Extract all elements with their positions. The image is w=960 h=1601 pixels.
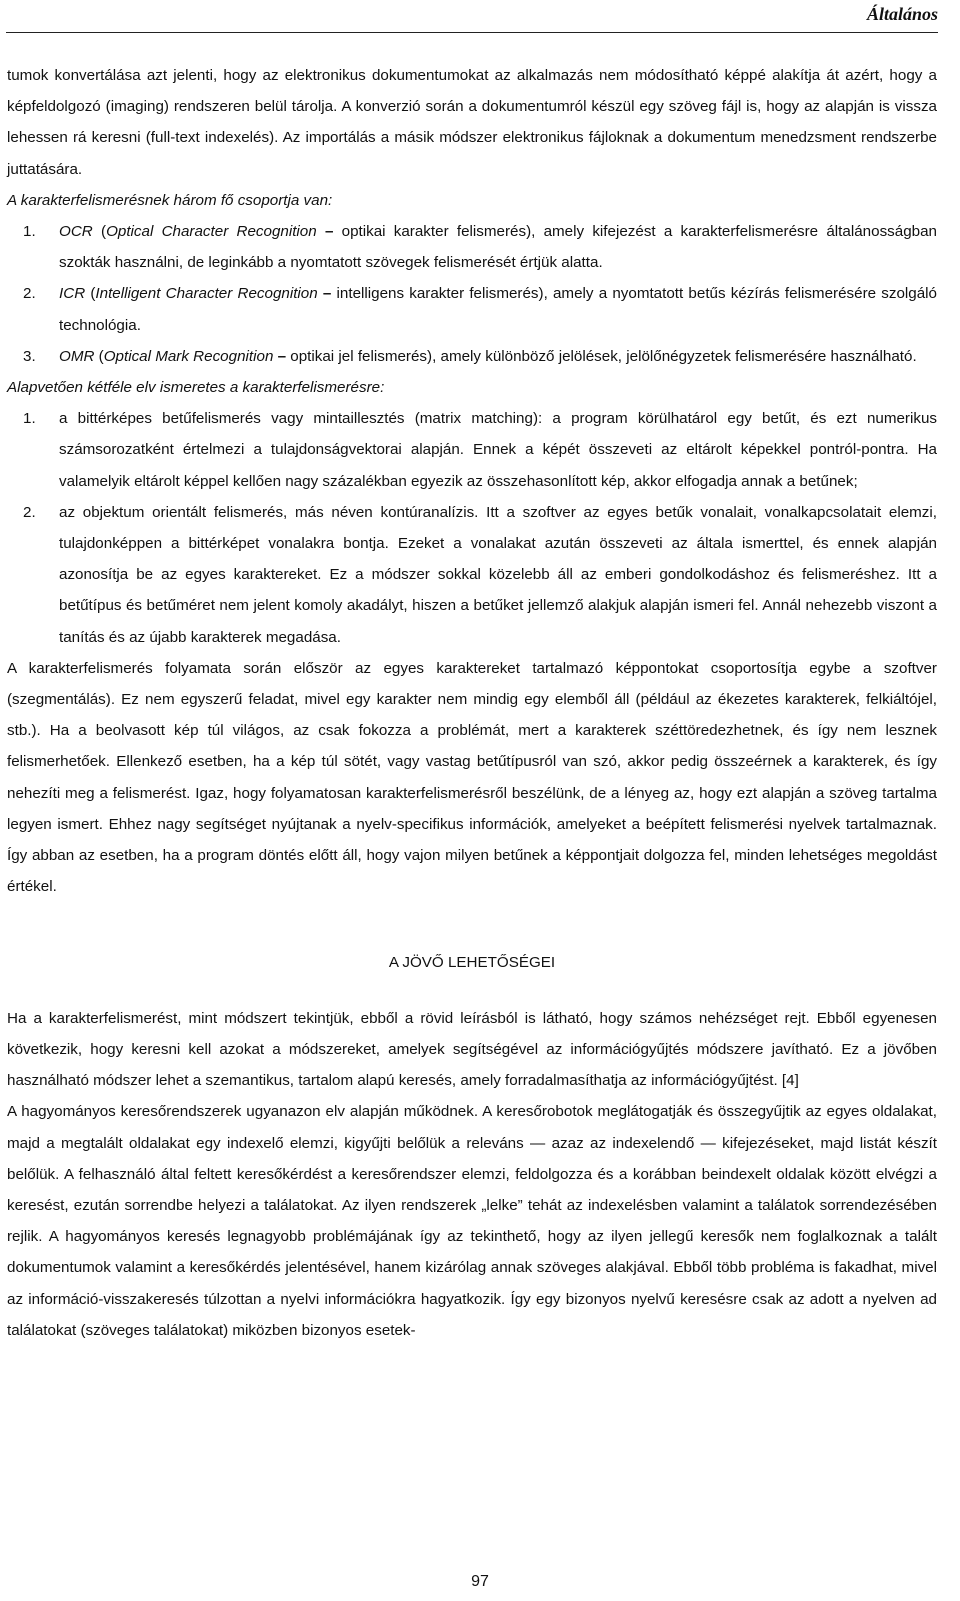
principles-list	[7, 403, 937, 653]
principles-heading: Alapvetően kétféle elv ismeretes a karakterfelismerésre:	[7, 379, 385, 397]
term-full: Optical Mark Recognition	[103, 347, 274, 365]
page-header	[6, 0, 938, 33]
list-number: 2.	[23, 285, 36, 303]
term-full: Intelligent Character Recognition	[95, 285, 318, 303]
list-item	[7, 497, 937, 653]
page-number: 97	[471, 1573, 489, 1590]
term-dash: –	[317, 285, 337, 303]
list-item-text: az objektum orientált felismerés, más néven kontúranalízis. Itt a szoftver az egyes betűk vonalait, vonalkapcsolatait elemzi, tulajdonképpen a bittérképet vonalakra bontja. Ezeket a vonalakat azután összeveti az általa ismerttel, és ennek alapján azonosítja be az egyes karaktereket. Ez a módszer sokkal közelebb áll az emberi gondolkodáshoz és felismeréshez. Itt a betűtípus és betűméret nem jelent komoly akadályt, hiszen a betűket jellemző alakjuk alapján ismeri fel. Annál nehezebb viszont a tanítás és az újabb karakterek megadása.	[59, 503, 937, 646]
paragraph-segmentation: A karakterfelismerés folyamata során először az egyes karaktereket tartalmazó képpontokat csoportosítja egybe a szoftver (szegmentálás). Ez nem egyszerű feladat, mivel egy karakter nem mindig egy elemből áll (például az ékezetes karakterek, felkiáltójel, stb.). Ha a beolvasott kép túl világos, az csak fokozza a problémát, mert a karakterek széttöredezhetnek, és így nem lesznek felismerhetőek. Ellenkező esetben, ha a kép túl sötét, vagy vastag betűtípusról van szó, akkor pedig összeérnek a karakterek, és így nehezíti meg a felismerést. Igaz, hogy folyamatosan karakterfelismerésről beszélünk, de a lényeg az, hogy ezt alapján a szöveg tartalma legyen ismert. Ehhez nagy segítséget nyújtanak a nyelv-specifikus információk, amelyeket a beépített felismerési nyelvek tartalmaznak. Így abban az esetben, ha a program döntés előtt áll, hogy vajon milyen betűnek a képpontjait dolgozza fel, minden lehetséges megoldást értékel.	[7, 659, 937, 896]
term-dash: –	[273, 347, 291, 365]
term-description: intelligens karakter felismerés), amely a nyomtatott betűs kézírás felismerésére szolgáló technológia.	[59, 285, 937, 334]
section-title: A JÖVŐ LEHETŐSÉGEI	[388, 954, 556, 972]
term-abbr: OCR	[59, 223, 93, 241]
recognition-groups-list	[7, 216, 937, 372]
term-description: optikai karakter felismerés), amely kifejezést a karakterfelismerésre általánosságban szokták használni, de leginkább a nyomtatott szövegek felismerését értjük alatta.	[59, 223, 937, 272]
paragraph-traditional-search: A hagyományos keresőrendszerek ugyanazon elv alapján működnek. A keresőrobotok meglátogatják és összegyűjtik az egyes oldalakat, majd a megtalált oldalakat egy indexelő elemzi, kigyűjti belőlük a releváns — azaz az indexelendő — kifejezéseket, majd listát készít belőlük. A felhasználó által feltett keresőkérdést a keresőrendszer elemzi, feldolgozza és a korábban beindexelt oldalak között elvégzi a keresést, ezután sorrendbe helyezi a találatokat. Az ilyen rendszerek „lelke” tehát az indexelésben valamint a találatok sorrendezésében rejlik. A hagyományos keresés legnagyobb problémájának így az tekinthető, hogy az ilyen jellegű keresők nem foglalkoznak a talált dokumentumok valamint a keresőkérdés jelentésével, hanem kizárólag annak szöveges alakjával. Ebből több probléma is fakadhat, mivel az információ-visszakeresés túlzottan a nyelvi információkra hagyatkozik. Így egy bizonyos nyelvű keresésre csak az adott a nyelven ad találatokat (szöveges találatokat) miközben bizonyos esetek-	[7, 1103, 937, 1339]
term-open: (	[85, 285, 96, 303]
term-description: optikai jel felismerés), amely különböző jelölések, jelölőnégyzetek felismerésére használható.	[290, 347, 917, 365]
list-number: 1.	[23, 223, 36, 241]
term-open: (	[94, 347, 104, 365]
term-open: (	[101, 223, 107, 241]
term-full: Optical Character Recognition	[106, 223, 317, 241]
list-item-text: a bittérképes betűfelismerés vagy mintaillesztés (matrix matching): a program körülhatárol egy betűt, és ezt numerikus számsorozatként értelmezi a tulajdonságvektorai alapján. Ennek a képét összeveti az eltárolt képekkel pontról-pontra. Ha valamelyik eltárolt képpel kellően nagy százalékban egyezik az összehasonlított kép, akkor elfogadja annak a betűnek;	[59, 410, 937, 490]
paragraph-intro: tumok konvertálása azt jelenti, hogy az elektronikus dokumentumokat az alkalmazás nem módosítható képpé alakítja át azért, hogy a képfeldolgozó (imaging) rendszeren belül tárolja. A konverzió során a dokumentumról készül egy szöveg fájl is, hogy az alapján is vissza lehessen rá keresni (full-text indexelés). Az importálás a másik módszer elektronikus fájloknak a dokumentum menedzsment rendszerbe juttatására.	[7, 67, 937, 178]
list-item	[7, 216, 937, 278]
list-item	[7, 341, 937, 372]
list-item	[7, 403, 937, 497]
list-item	[7, 278, 937, 340]
header-title: Általános	[866, 4, 938, 24]
term-abbr: ICR	[59, 285, 86, 303]
list-number: 1.	[23, 410, 36, 428]
term-dash: –	[316, 223, 342, 241]
term-abbr: OMR	[59, 347, 95, 365]
list-number: 2.	[23, 503, 36, 521]
paragraph-future: Ha a karakterfelismerést, mint módszert tekintjük, ebből a rövid leírásból is látható, hogy számos nehézséget rejt. Ebből egyenesen következik, hogy keresni kell azokat a módszereket, amelyek segítségével az információgyűjtés módszere javítható. Ez a jövőben használható módszer lehet a szemantikus, tartalom alapú keresés, amely forradalmasíthatja az információgyűjtést. [4]	[7, 1009, 937, 1090]
page-content	[7, 60, 937, 1346]
groups-heading: A karakterfelismerésnek három fő csoportja van:	[7, 191, 333, 209]
list-number: 3.	[23, 347, 36, 365]
